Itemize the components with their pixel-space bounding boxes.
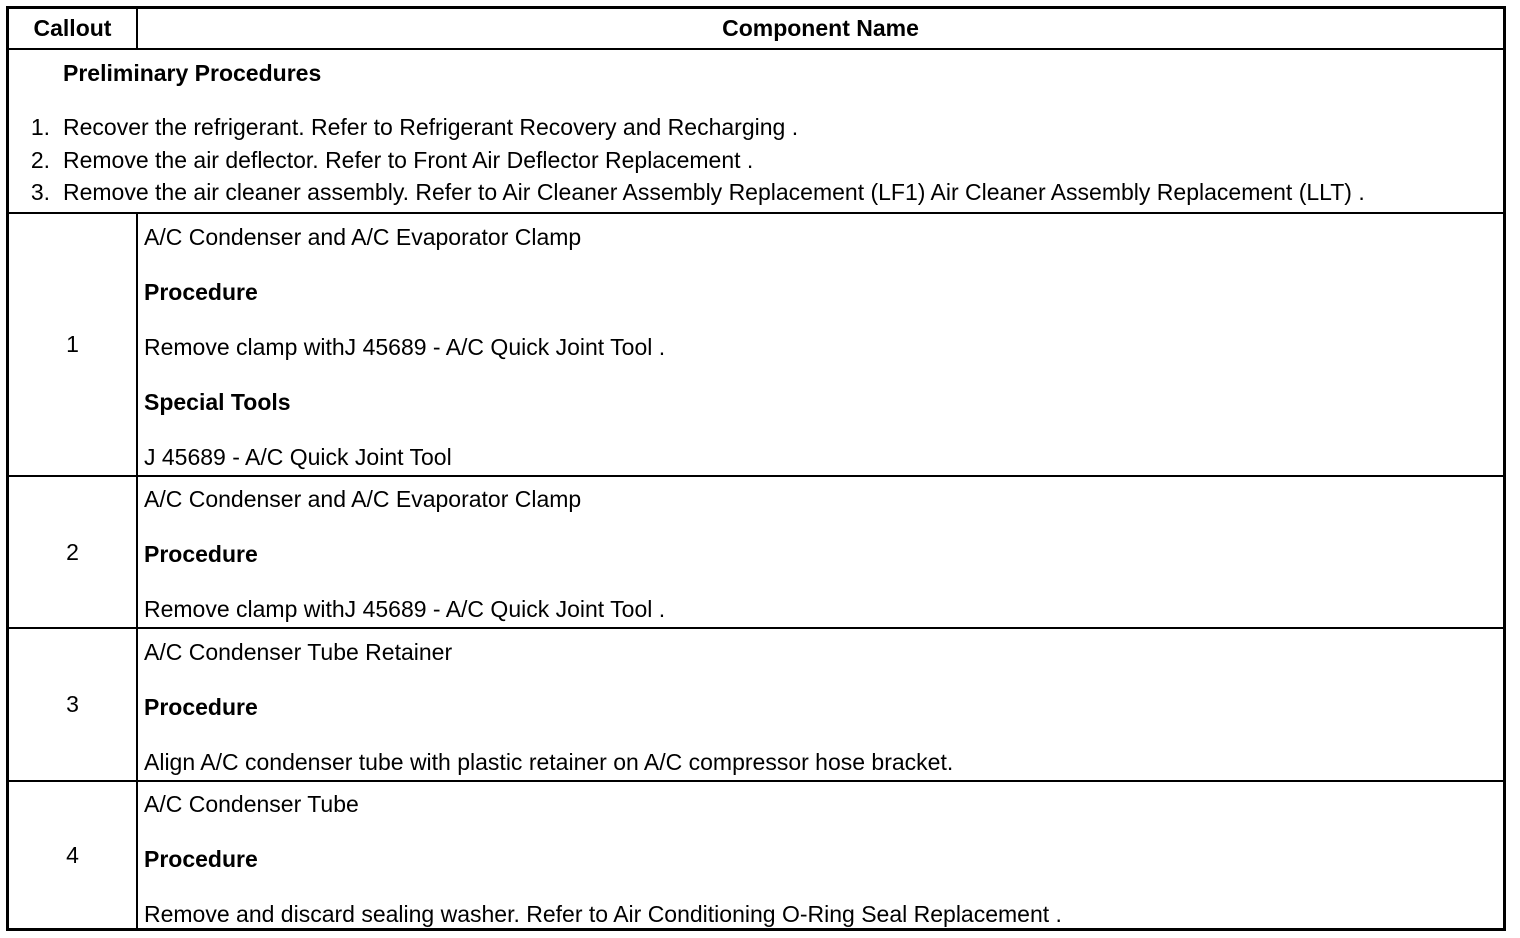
header-callout: Callout (9, 9, 138, 48)
procedure-label: Procedure (144, 279, 258, 305)
step-text: Recover the refrigerant. Refer to Refrigerant Recovery and Recharging . (63, 114, 799, 140)
step-number: 1. (30, 114, 50, 140)
table-row (9, 782, 1503, 928)
component-name: A/C Condenser Tube Retainer (144, 639, 453, 665)
callout-number: 2 (9, 477, 138, 627)
preliminary-procedures (9, 50, 1503, 214)
component-table (6, 6, 1506, 931)
step-number: 3. (30, 179, 50, 205)
procedure-text: Remove and discard sealing washer. Refer to Air Conditioning O-Ring Seal Replacement . (144, 901, 1062, 927)
table-row (9, 477, 1503, 629)
step-text: Remove the air cleaner assembly. Refer to Air Cleaner Assembly Replacement (LF1) Air Cleaner Assembly Replacement (LLT) . (63, 179, 1365, 205)
procedure-label: Procedure (144, 541, 258, 567)
component-name: A/C Condenser Tube (144, 791, 359, 817)
table-header (9, 9, 1503, 50)
preliminary-title: Preliminary Procedures (63, 60, 322, 86)
component-name: A/C Condenser and A/C Evaporator Clamp (144, 224, 582, 250)
procedure-label: Procedure (144, 694, 258, 720)
component-name: A/C Condenser and A/C Evaporator Clamp (144, 486, 582, 512)
table-row (9, 629, 1503, 782)
procedure-label: Procedure (144, 846, 258, 872)
special-tools-label: Special Tools (144, 389, 291, 415)
step-number: 2. (30, 147, 50, 173)
callout-number: 1 (9, 214, 138, 475)
step-text: Remove the air deflector. Refer to Front Air Deflector Replacement . (63, 147, 754, 173)
procedure-text: Align A/C condenser tube with plastic retainer on A/C compressor hose bracket. (144, 749, 954, 775)
header-component-name: Component Name (722, 15, 919, 41)
procedure-text: Remove clamp withJ 45689 - A/C Quick Joint Tool . (144, 334, 666, 360)
procedure-text: Remove clamp withJ 45689 - A/C Quick Joint Tool . (144, 596, 666, 622)
special-tools-text: J 45689 - A/C Quick Joint Tool (144, 444, 452, 470)
table-row (9, 214, 1503, 477)
callout-number: 3 (9, 629, 138, 780)
callout-number: 4 (9, 782, 138, 928)
